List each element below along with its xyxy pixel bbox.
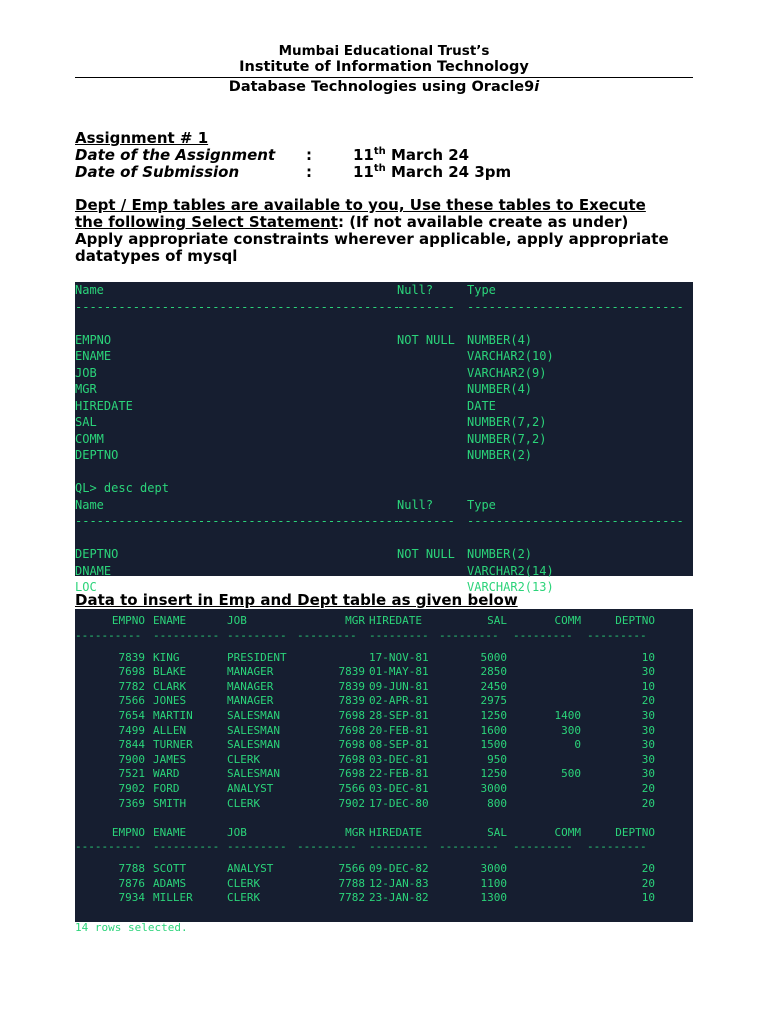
emp-cell-empno: 7900 — [118, 752, 145, 766]
emp-cell-deptno: 10 — [641, 679, 655, 693]
emp-cell-job: MANAGER — [227, 679, 274, 693]
instructions-paragraph — [75, 197, 675, 265]
desc_emp-cell: VARCHAR2(10) — [467, 349, 554, 363]
emp-cell-job: SALESMAN — [227, 738, 280, 752]
column-separator: --------- — [369, 628, 429, 642]
course-title — [75, 79, 693, 95]
assignment-date-value — [353, 146, 469, 164]
desc_emp-cell: NUMBER(2) — [467, 448, 533, 462]
data-heading: Data to insert in Emp and Dept table as given below — [75, 591, 518, 609]
emp-cell-ename: KING — [153, 650, 180, 664]
emp-cell-sal: 1500 — [480, 738, 507, 752]
emp-cell-ename: SMITH — [153, 796, 187, 810]
emp-cell-sal: 2450 — [480, 679, 507, 693]
desc_emp-cell: EMPNO — [75, 332, 112, 347]
submission-date-day: 11 — [353, 163, 374, 181]
emp-cell-empno: 7788 — [118, 862, 145, 876]
column-separator: --------- — [297, 840, 357, 854]
desc-terminal-screenshot — [75, 282, 693, 594]
emp-cell-comm: 1400 — [554, 708, 581, 722]
column-separator: --------- — [227, 840, 287, 854]
emp-cell-empno: 7369 — [118, 796, 145, 810]
emp-cell-deptno: 20 — [641, 781, 655, 795]
column-separator: --------- — [513, 840, 573, 854]
emp-cell-deptno: 30 — [641, 665, 655, 679]
instructions-rest: : (If not available create as under) Apply appropriate constraints wherever applicable, apply appropriate datatypes of mysql — [75, 213, 669, 265]
column-header-empno: EMPNO — [111, 825, 145, 839]
column-header-empno: EMPNO — [111, 614, 145, 627]
emp-cell-mgr: 7698 — [338, 752, 365, 766]
emp-cell-empno: 7654 — [118, 708, 145, 722]
column-separator: --------- — [439, 628, 499, 642]
assignment-title: Assignment # 1 — [75, 129, 209, 147]
column-separator: --------- — [369, 840, 429, 854]
emp-cell-ename: ALLEN — [153, 723, 187, 737]
desc_emp-cell: MGR — [75, 382, 97, 396]
assignment-date-colon: : — [306, 146, 312, 164]
emp-cell-deptno: 20 — [641, 796, 655, 810]
emp-cell-sal: 1300 — [480, 891, 507, 905]
desc_emp-cell: COMM — [75, 431, 104, 446]
emp-cell-mgr: 7839 — [338, 694, 365, 708]
emp-cell-ename: JAMES — [153, 752, 187, 766]
emp-cell-job: PRESIDENT — [227, 650, 287, 664]
desc_dept-header-null: Null? — [397, 497, 434, 512]
emp-cell-empno: 7839 — [118, 650, 145, 664]
submission-date-value — [353, 163, 511, 181]
desc_emp-cell: ENAME — [75, 349, 112, 363]
emp-cell-job: SALESMAN — [227, 767, 280, 781]
desc_emp-header-null: Null? — [397, 283, 434, 297]
column-separator: --------- — [587, 840, 647, 854]
emp-cell-deptno: 30 — [641, 723, 655, 737]
emp-cell-hiredate: 22-FEB-81 — [369, 767, 429, 781]
institute-name: Institute of Information Technology — [239, 59, 529, 75]
emp-cell-ename: CLARK — [153, 679, 187, 693]
emp-cell-job: CLERK — [227, 796, 261, 810]
desc_emp-cell: DEPTNO — [75, 448, 119, 462]
org-name: Mumbai Educational Trust’s — [278, 43, 490, 59]
submission-date-rest: March 24 3pm — [385, 163, 512, 181]
rows-selected-footer: 14 rows selected. — [75, 920, 188, 934]
column-separator: ---------- — [153, 840, 220, 854]
emp-cell-deptno: 20 — [641, 876, 655, 890]
emp-cell-hiredate: 17-DEC-80 — [369, 796, 429, 810]
emp-cell-hiredate: 20-FEB-81 — [369, 723, 429, 737]
column-separator: --------- — [227, 628, 287, 642]
desc_emp-cell: NUMBER(4) — [467, 382, 533, 396]
desc_dept-cell: VARCHAR2(14) — [467, 563, 554, 578]
column-header-job: JOB — [227, 825, 247, 839]
desc_emp-cell: NUMBER(7,2) — [467, 431, 547, 446]
emp-cell-ename: FORD — [153, 781, 180, 795]
emp-cell-ename: TURNER — [153, 738, 193, 752]
emp-cell-deptno: 30 — [641, 752, 655, 766]
emp-cell-job: ANALYST — [227, 781, 274, 795]
emp-cell-job: CLERK — [227, 876, 261, 890]
desc_dept-header-name: Name — [75, 497, 104, 512]
column-header-comm: COMM — [554, 614, 581, 627]
emp-cell-mgr: 7566 — [338, 862, 365, 876]
desc_dept-cell: LOC — [75, 580, 97, 594]
column-header-hiredate: HIREDATE — [369, 825, 422, 839]
emp-cell-mgr: 7566 — [338, 781, 365, 795]
emp-cell-mgr: 7698 — [338, 738, 365, 752]
emp-cell-empno: 7499 — [118, 723, 145, 737]
desc_dept-header-type: Type — [467, 497, 496, 512]
column-header-comm: COMM — [554, 825, 581, 839]
column-separator: ---------- — [75, 628, 142, 642]
emp-cell-job: CLERK — [227, 891, 261, 905]
column-header-sal: SAL — [487, 614, 507, 627]
desc_dept-cell: DEPTNO — [75, 547, 119, 561]
emp-cell-job: SALESMAN — [227, 723, 280, 737]
emp-cell-sal: 950 — [487, 752, 507, 766]
emp-cell-hiredate: 03-DEC-81 — [369, 781, 429, 795]
emp-cell-deptno: 30 — [641, 767, 655, 781]
emp-cell-empno: 7934 — [118, 891, 145, 905]
desc_emp-cell: DATE — [467, 398, 496, 413]
emp-cell-comm: 500 — [561, 767, 581, 781]
emp-cell-ename: ADAMS — [153, 876, 187, 890]
emp-cell-sal: 2975 — [480, 694, 507, 708]
emp-cell-job: ANALYST — [227, 862, 274, 876]
emp-cell-job: MANAGER — [227, 665, 274, 679]
column-separator: ---------- — [75, 840, 142, 854]
emp-cell-hiredate: 09-DEC-82 — [369, 862, 429, 876]
emp-cell-deptno: 20 — [641, 694, 655, 708]
emp-cell-hiredate: 01-MAY-81 — [369, 665, 429, 679]
emp-cell-job: SALESMAN — [227, 708, 280, 722]
submission-date-label: Date of Submission — [75, 163, 240, 181]
column-separator: --------- — [513, 628, 573, 642]
emp-cell-sal: 800 — [487, 796, 507, 810]
desc_emp-cell: JOB — [75, 365, 97, 380]
desc_emp-separator: ------------------------------ — [467, 299, 684, 314]
emp-cell-sal: 5000 — [480, 650, 507, 664]
emp-cell-hiredate: 23-JAN-82 — [369, 891, 429, 905]
emp-cell-ename: WARD — [153, 767, 180, 781]
submission-date-sup: th — [373, 163, 386, 174]
emp-cell-empno: 7902 — [118, 781, 145, 795]
header-rule — [75, 77, 693, 78]
column-header-mgr: MGR — [345, 614, 365, 627]
desc_dept-cell: VARCHAR2(13) — [467, 580, 554, 594]
instructions-underlined: Dept / Emp tables are available to you, Use these tables to Execute the following Select Statement — [75, 196, 646, 231]
emp-cell-sal: 2850 — [480, 665, 507, 679]
emp-cell-job: MANAGER — [227, 694, 274, 708]
emp-cell-mgr: 7788 — [338, 876, 365, 890]
emp-cell-deptno: 10 — [641, 650, 655, 664]
desc_emp-separator: -------- — [397, 299, 455, 314]
desc_dept-cell: NOT NULL — [397, 547, 455, 561]
emp-cell-sal: 1250 — [480, 767, 507, 781]
emp-cell-empno: 7782 — [118, 679, 145, 693]
column-separator: --------- — [297, 628, 357, 642]
emp-cell-comm: 300 — [561, 723, 581, 737]
emp-cell-hiredate: 02-APR-81 — [369, 694, 429, 708]
desc_emp-cell: HIREDATE — [75, 398, 133, 413]
emp-cell-empno: 7521 — [118, 767, 145, 781]
assignment-date-label: Date of the Assignment — [75, 146, 276, 164]
sql-prompt: QL> desc dept — [75, 481, 169, 495]
emp-cell-mgr: 7782 — [338, 891, 365, 905]
column-header-hiredate: HIREDATE — [369, 614, 422, 627]
column-header-ename: ENAME — [153, 825, 187, 839]
emp-cell-deptno: 10 — [641, 891, 655, 905]
desc_emp-cell: NOT NULL — [397, 332, 455, 347]
desc_dept-separator: -------- — [397, 514, 455, 528]
desc_emp-cell: VARCHAR2(9) — [467, 365, 547, 380]
emp-cell-hiredate: 09-JUN-81 — [369, 679, 429, 693]
submission-date-colon: : — [306, 163, 312, 181]
desc_dept-cell: NUMBER(2) — [467, 547, 533, 561]
emp-cell-deptno: 30 — [641, 708, 655, 722]
assignment-date-day: 11 — [353, 146, 374, 164]
emp-data-terminal-screenshot — [75, 609, 693, 934]
desc_dept-separator: ------------------------------ — [467, 514, 684, 528]
emp-cell-empno: 7566 — [118, 694, 145, 708]
emp-cell-comm: 0 — [574, 738, 581, 752]
column-separator: --------- — [439, 840, 499, 854]
column-header-deptno: DEPTNO — [615, 825, 655, 839]
emp-cell-ename: SCOTT — [153, 862, 187, 876]
desc_emp-header-type: Type — [467, 283, 496, 297]
column-header-sal: SAL — [487, 825, 507, 839]
course-title-main: Database Technologies using Oracle9 — [228, 79, 535, 95]
emp-cell-mgr: 7698 — [338, 708, 365, 722]
desc_emp-cell: SAL — [75, 415, 97, 429]
desc_dept-separator: --------------------------------------------- — [75, 514, 401, 528]
emp-cell-hiredate: 28-SEP-81 — [369, 708, 429, 722]
assignment-date-sup: th — [373, 146, 386, 157]
emp-cell-empno: 7876 — [118, 876, 145, 890]
emp-cell-sal: 3000 — [480, 862, 507, 876]
emp-cell-mgr: 7698 — [338, 767, 365, 781]
emp-cell-ename: BLAKE — [153, 665, 187, 679]
emp-cell-hiredate: 03-DEC-81 — [369, 752, 429, 766]
desc_emp-separator: --------------------------------------------- — [75, 299, 401, 314]
emp-cell-sal: 1250 — [480, 708, 507, 722]
assignment-date-rest: March 24 — [385, 146, 470, 164]
emp-cell-mgr: 7839 — [338, 665, 365, 679]
column-header-job: JOB — [227, 614, 247, 627]
desc_emp-cell: NUMBER(7,2) — [467, 415, 547, 429]
emp-cell-hiredate: 17-NOV-81 — [369, 650, 429, 664]
emp-cell-empno: 7844 — [118, 738, 145, 752]
emp-cell-hiredate: 12-JAN-83 — [369, 876, 429, 890]
emp-cell-ename: JONES — [153, 694, 187, 708]
column-header-mgr: MGR — [345, 825, 365, 839]
emp-cell-sal: 3000 — [480, 781, 507, 795]
desc_dept-cell: DNAME — [75, 563, 112, 578]
column-header-ename: ENAME — [153, 614, 187, 627]
emp-cell-hiredate: 08-SEP-81 — [369, 738, 429, 752]
emp-cell-job: CLERK — [227, 752, 261, 766]
emp-cell-ename: MARTIN — [153, 708, 193, 722]
emp-cell-deptno: 20 — [641, 862, 655, 876]
desc_emp-cell: NUMBER(4) — [467, 332, 533, 347]
emp-cell-deptno: 30 — [641, 738, 655, 752]
column-separator: ---------- — [153, 628, 220, 642]
emp-cell-mgr: 7902 — [338, 796, 365, 810]
column-separator: --------- — [587, 628, 647, 642]
emp-cell-ename: MILLER — [153, 891, 193, 905]
course-title-suffix: i — [534, 79, 540, 95]
desc_emp-header-name: Name — [75, 283, 104, 297]
emp-cell-sal: 1100 — [480, 876, 507, 890]
emp-cell-sal: 1600 — [480, 723, 507, 737]
emp-cell-mgr: 7839 — [338, 679, 365, 693]
column-header-deptno: DEPTNO — [615, 614, 655, 627]
emp-cell-mgr: 7698 — [338, 723, 365, 737]
emp-cell-empno: 7698 — [118, 665, 145, 679]
